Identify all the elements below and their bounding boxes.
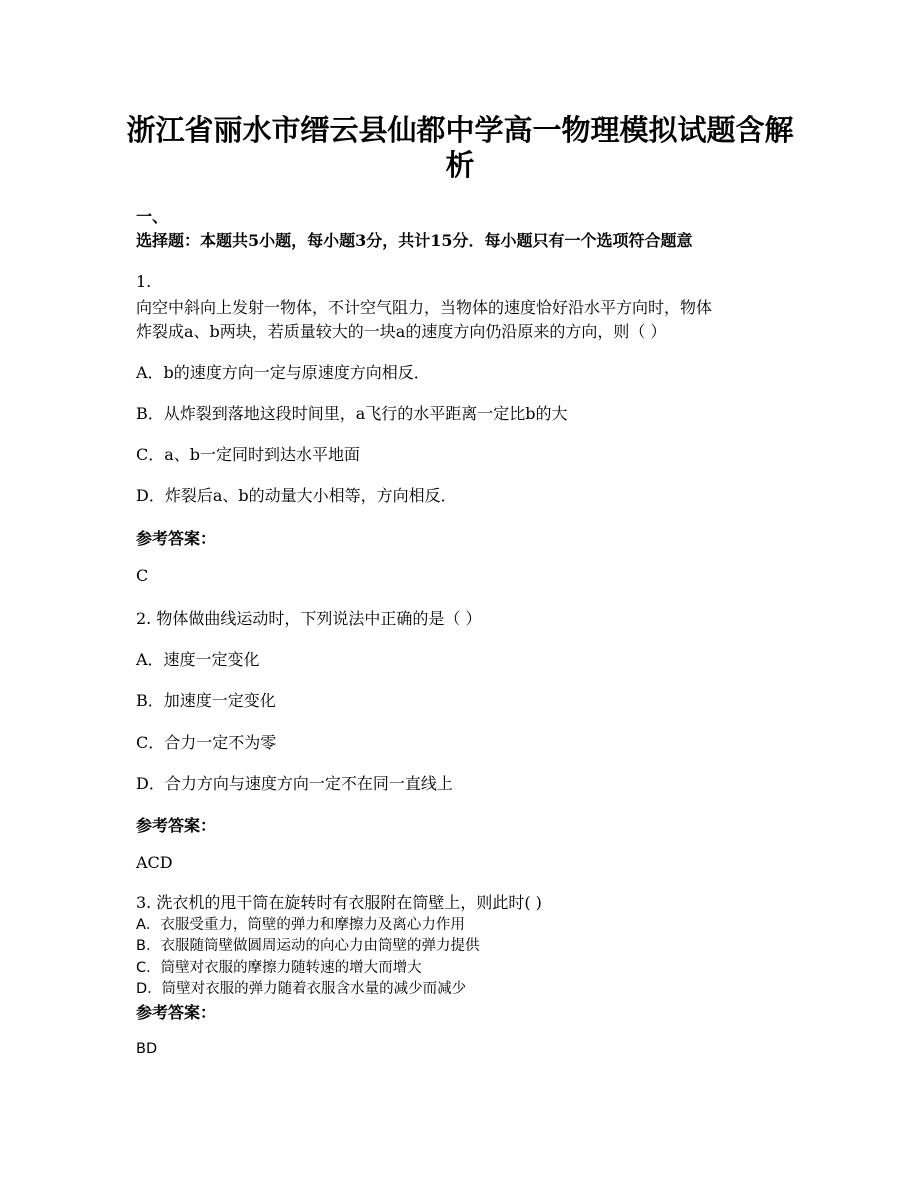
section-number: 一、 <box>136 207 169 226</box>
question-3-answer: BD <box>136 1041 158 1057</box>
question-3-option-b: B．衣服随筒壁做圆周运动的向心力由筒壁的弹力提供 <box>136 938 480 954</box>
question-3-option-d: D．筒壁对衣服的弹力随着衣服含水量的减少而减少 <box>136 981 467 997</box>
question-2-option-d: D．合力方向与速度方向一定不在同一直线上 <box>136 774 453 793</box>
question-3-option-c: C．筒壁对衣服的摩擦力随转速的增大而增大 <box>136 960 422 976</box>
question-3-stem: 3. 洗衣机的甩干筒在旋转时有衣服附在筒壁上，则此时( ) <box>136 893 542 912</box>
question-1-answer: C <box>136 566 149 585</box>
question-1-stem-line-1: 向空中斜向上发射一物体，不计空气阻力，当物体的速度恰好沿水平方向时，物体 <box>136 298 713 317</box>
question-1-option-a: A．b的速度方向一定与原速度方向相反． <box>136 363 430 382</box>
question-2-answer-label: 参考答案： <box>136 816 217 835</box>
question-1-option-c: C．a、b一定同时到达水平地面 <box>136 445 361 464</box>
question-1-number: 1. <box>136 272 152 291</box>
document-title-line-2: 析 <box>445 148 475 182</box>
question-1-option-b: B．从炸裂到落地这段时间里，a飞行的水平距离一定比b的大 <box>136 404 568 423</box>
question-3-answer-label: 参考答案： <box>136 1003 217 1022</box>
question-1-answer-label: 参考答案： <box>136 529 217 548</box>
section-heading: 选择题：本题共5小题，每小题3分，共计15分．每小题只有一个选项符合题意 <box>136 231 693 250</box>
document-title-line-1: 浙江省丽水市缙云县仙都中学高一物理模拟试题含解 <box>126 113 794 147</box>
question-2-stem: 2. 物体做曲线运动时，下列说法中正确的是（ ） <box>136 609 482 628</box>
question-2-option-c: C．合力一定不为零 <box>136 733 277 752</box>
question-2-answer: ACD <box>136 853 173 872</box>
question-2-option-a: A．速度一定变化 <box>136 650 260 669</box>
question-1-option-d: D．炸裂后a、b的动量大小相等，方向相反． <box>136 486 457 505</box>
question-2-option-b: B．加速度一定变化 <box>136 691 276 710</box>
question-3-option-a: A．衣服受重力，筒壁的弹力和摩擦力及离心力作用 <box>136 917 465 933</box>
question-1-stem-line-2: 炸裂成a、b两块，若质量较大的一块a的速度方向仍沿原来的方向，则（ ） <box>136 322 667 341</box>
